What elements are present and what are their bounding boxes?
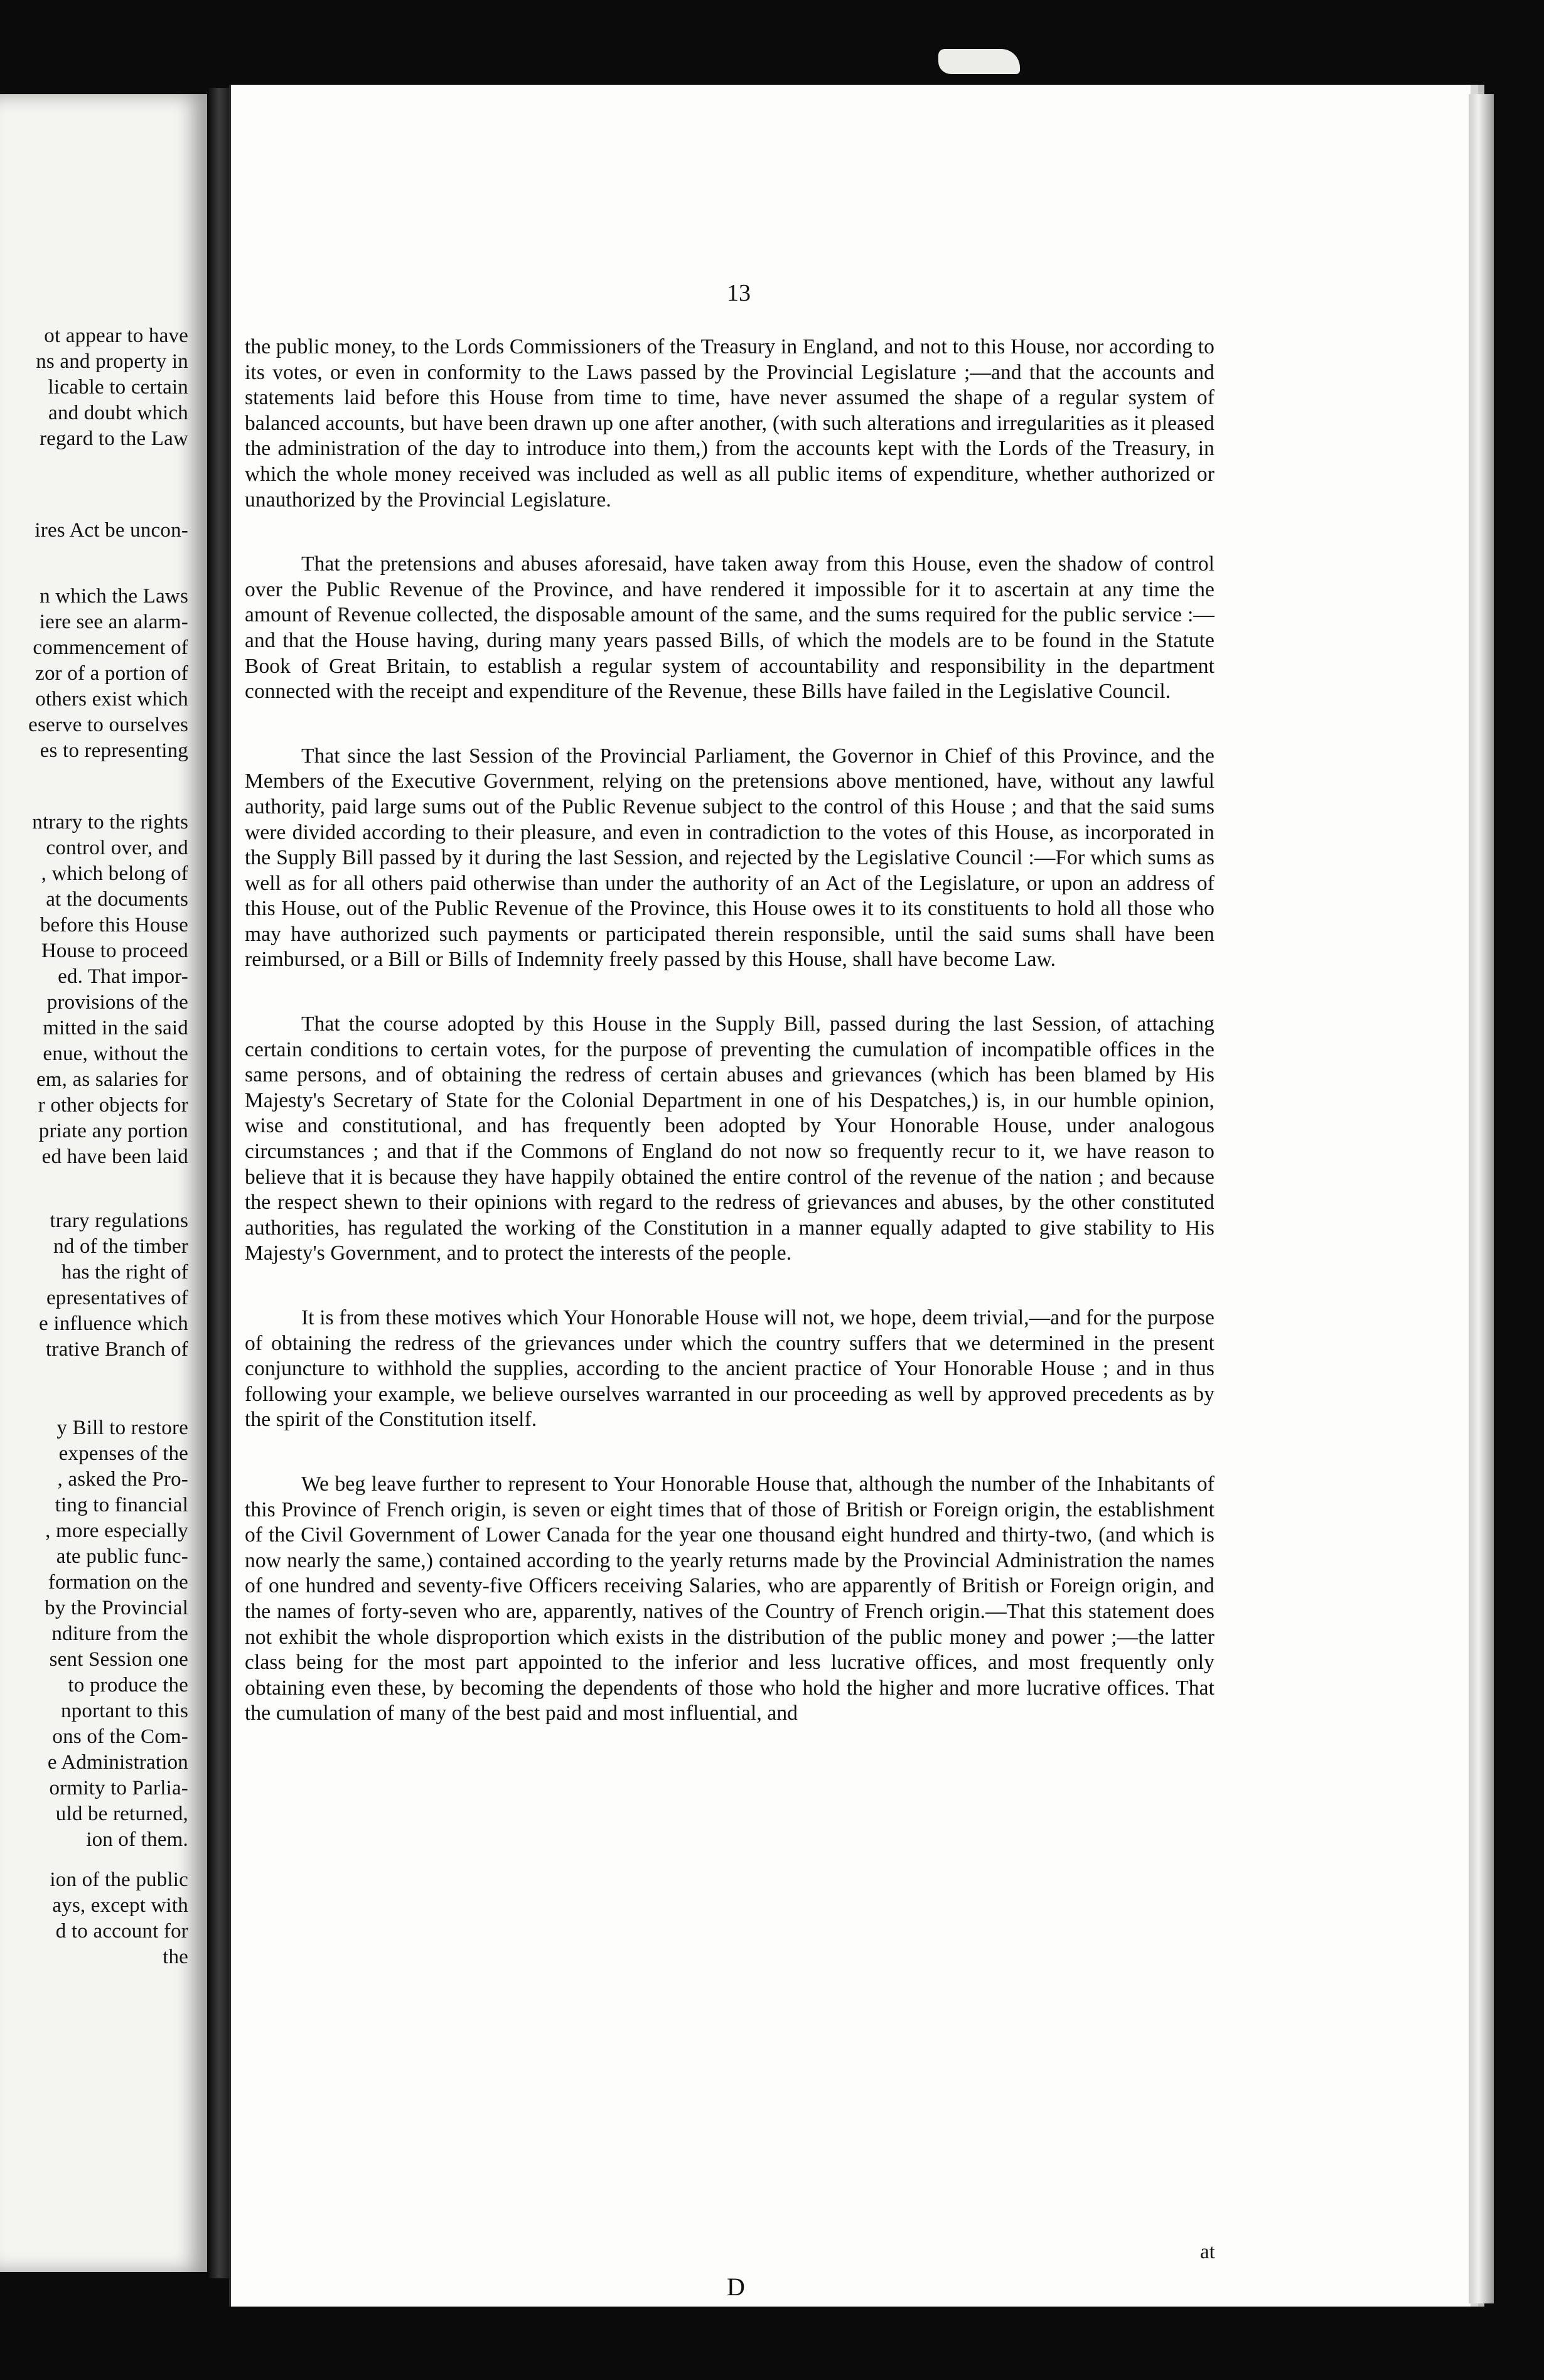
left-margin-line: ays, except with (52, 1894, 188, 1917)
left-margin-line: by the Provincial (45, 1597, 188, 1619)
left-margin-line: nditure from the (51, 1622, 188, 1645)
left-margin-line: mitted in the said (43, 1017, 188, 1039)
left-margin-line: ormity to Parlia- (49, 1777, 188, 1799)
paragraph: It is from these motives which Your Honorable House will not, we hope, deem trivial,—and for the purpose of obtaining the redress of the grievances under which the country suffers that we determined in the present conjuncture to withhold the supplies, according to the ancient practice of Your Honorable House ; and in thus following your example, we believe ourselves warranted in our proceeding as well by approved precedents as by the spirit of the Constitution itself. (245, 1306, 1214, 1432)
left-margin-line: r other objects for (38, 1094, 188, 1117)
left-margin-block (0, 1415, 188, 1853)
left-margin-line: y Bill to restore (56, 1417, 188, 1439)
left-margin-line: e Administration (47, 1751, 188, 1774)
paragraph: We beg leave further to represent to Your Honorable House that, although the number of the Inhabitants of this Province of French origin, is seven or eight times that of those of British or Foreign origin, the establishment of the Civil Government of Lower Canada for the year one thousand eight hundred and thirty-two, (and which is now nearly the same,) contained according to the yearly returns made by the Provincial Administration the names of one hundred and seventy-five Officers receiving Salaries, who are apparently of British or Foreign origin, and the names of forty-seven who are, apparently, natives of the Country of French origin.—That this statement does not exhibit the whole disproportion which exists in the distribution of the public money and power ;—the latter class being for the most part appointed to the inferior and less lucrative offices, and most frequently only obtaining even these, by becoming the dependents of those who hold the higher and more lucrative offices. That the cumulation of many of the best paid and most influential, and (245, 1472, 1214, 1725)
left-margin-line: trary regulations (50, 1209, 188, 1232)
left-margin-line: ate public func- (56, 1545, 188, 1568)
paragraph: That the course adopted by this House in the Supply Bill, passed during the last Session, of attaching certain conditions to certain votes, for the purpose of preventing the cumulation of incompatible offices in the same persons, and of obtaining the redress of certain abuses and grievances (which has been blamed by His Majesty's Secretary of State for the Colonial Department in one of his Despatches,) is, in our humble opinion, wise and constitutional, and has frequently been adopted by Your Honorable House, under analogous circumstances ; and that if the Commons of England do not now so frequently recur to it, we have reason to believe that it is because they have happily obtained the entire control of the revenue of the nation ; and because the respect shewn to their opinions with regard to the redress of grievances and abuses, by the other constituted authorities, has regulated the working of the Constitution in a manner equally adapted to give stability to His Majesty's Government, and to protect the interests of the people. (245, 1012, 1214, 1265)
left-margin-line: and doubt which (48, 402, 188, 424)
paragraph: the public money, to the Lords Commissioners of the Treasury in England, and not to this House, nor according to its votes, or even in conformity to the Laws passed by the Provincial Legislature ;—and that the accounts and statements laid before this House from time to time, have never assumed the shape of a regular system of balanced accounts, but have been drawn up one after another, (with such alterations and irregularities as it pleased the administration of the day to introduce into them,) from the accounts kept with the Lords of the Treasury, in which the whole money received was included as well as all public items of expenditure, whether authorized or unauthorized by the Provincial Legislature. (245, 335, 1214, 512)
paper-tear (938, 49, 1020, 74)
left-margin-line: ns and property in (36, 350, 188, 373)
left-margin-line: ot appear to have (44, 324, 188, 347)
left-margin-line: , which belong of (41, 862, 188, 885)
left-margin-line: to produce the (68, 1674, 188, 1697)
left-margin-line: ting to financial (55, 1494, 188, 1516)
left-page-fragment (0, 94, 207, 2272)
left-margin-block (0, 1867, 188, 1970)
left-margin-line: licable to certain (48, 376, 188, 399)
left-margin-line: ion of the public (50, 1868, 188, 1891)
left-margin-line: es to representing (40, 739, 188, 762)
left-margin-line: , more especially (45, 1520, 188, 1542)
left-margin-block (0, 518, 188, 544)
paragraph: That the pretensions and abuses aforesaid, have taken away from this House, even the shadow of control over the Public Revenue of the Province, and have rendered it impossible for it to ascertain at any time the amount of Revenue collected, the disposable amount of the same, and the sums required for the public service :—and that the House having, during many years passed Bills, of which the models are to be found in the Statute Book of Great Britain, to establish a regular system of accountability and responsibility in the department connected with the receipt and expenditure of the Revenue, these Bills have failed in the Legislative Council. (245, 552, 1214, 704)
catchword: at (1200, 2241, 1215, 2263)
left-margin-line: n which the Laws (40, 585, 188, 608)
left-margin-line: ons of the Com- (52, 1725, 188, 1748)
left-margin-line: eserve to ourselves (28, 714, 188, 736)
page-number: 13 (727, 280, 751, 306)
left-margin-line: ed have been laid (41, 1145, 188, 1168)
left-margin-line: commencement of (33, 636, 188, 659)
left-margin-line: priate any portion (38, 1120, 188, 1142)
left-margin-line: ntrary to the rights (32, 811, 188, 834)
left-margin-line: formation on the (48, 1571, 188, 1594)
paragraph: That since the last Session of the Provincial Parliament, the Governor in Chief of this Province, and the Members of the Executive Government, relying on the pretensions above mentioned, have, without any lawful authority, paid large sums out of the Public Revenue subject to the control of this House ; and that the said sums were divided according to their pleasure, and even in contradiction to the votes of this House, as incorporated in the Supply Bill passed by it during the last Session, and rejected by the Legislative Council :—For which sums as well as for all others paid otherwise than under the authority of an Act of the Legislature, or upon an address of this House, out of the Public Revenue of the Province, this House owes it to its constituents to hold all those who may have authorized such payments or participated therein responsible, until the said sums shall have been reimbursed, or a Bill or Bills of Indemnity freely passed by this House, shall have become Law. (245, 744, 1214, 972)
left-margin-line: control over, and (46, 837, 188, 859)
left-margin-line: ires Act be uncon- (35, 519, 188, 542)
left-margin-block (0, 1208, 188, 1363)
left-margin-line: nportant to this (60, 1700, 188, 1722)
body-text (245, 335, 1214, 1727)
left-margin-line: provisions of the (46, 991, 188, 1014)
left-margin-line: iere see an alarm- (39, 611, 188, 633)
signature-mark: D (727, 2273, 745, 2301)
page-edge (1469, 94, 1494, 2303)
left-margin-block (0, 584, 188, 764)
left-margin-line: sent Session one (49, 1648, 188, 1671)
left-margin-line: expenses of the (58, 1442, 188, 1465)
left-margin-block (0, 323, 188, 452)
left-margin-line: at the documents (46, 888, 188, 911)
left-margin-line: before this House (40, 914, 188, 936)
left-margin-line: ed. That impor- (58, 965, 188, 988)
left-margin-line: uld be returned, (55, 1803, 188, 1825)
left-margin-line: zor of a portion of (35, 662, 188, 685)
left-margin-line: em, as salaries for (36, 1068, 188, 1091)
left-margin-line: , asked the Pro- (57, 1468, 188, 1491)
left-margin-line: epresentatives of (46, 1287, 188, 1309)
left-margin-line: ion of them. (86, 1828, 188, 1851)
left-margin-line: the (163, 1946, 188, 1968)
left-margin-line: nd of the timber (53, 1235, 188, 1258)
left-margin-line: regard to the Law (39, 427, 188, 450)
left-margin-line: e influence which (39, 1312, 188, 1335)
left-margin-line: d to account for (55, 1920, 188, 1943)
left-margin-line: enue, without the (43, 1043, 188, 1065)
left-margin-line: trative Branch of (46, 1338, 188, 1361)
left-margin-line: has the right of (61, 1261, 188, 1284)
left-margin-block (0, 810, 188, 1170)
left-margin-line: House to proceed (41, 940, 188, 962)
left-margin-line: others exist which (35, 688, 188, 710)
